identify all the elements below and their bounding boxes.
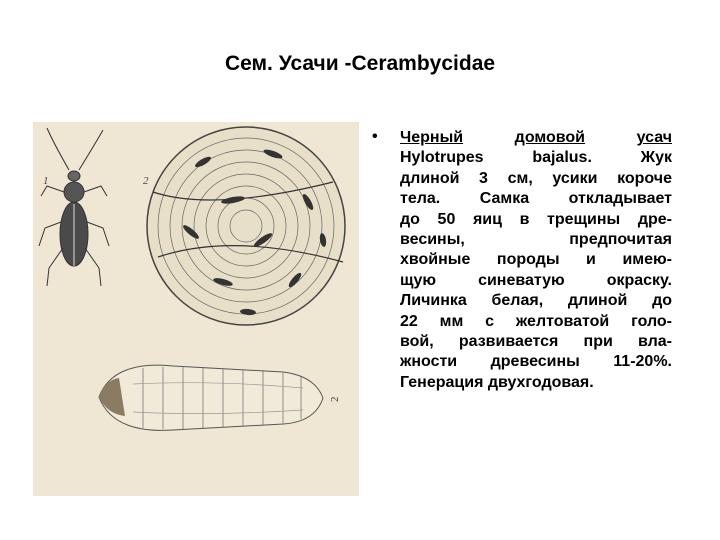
species-name-word-2: домовой (514, 129, 586, 146)
text-line: тела. Самка откладывает (400, 190, 672, 208)
text-line: хвойные породы и имею- (400, 251, 672, 269)
description-paragraph (400, 128, 672, 393)
beetle-illustration (33, 122, 359, 496)
text-line: 22 мм с желтоватой голо- (400, 312, 672, 330)
text-line (400, 128, 672, 148)
text-line: длиной 3 см, усики короче (400, 169, 672, 187)
slide-title: Сем. Усачи -Cerambycidae (224, 52, 496, 75)
text-line: жности древесины 11-20%. (400, 353, 672, 371)
wood-cross-section (147, 127, 345, 325)
text-line: Генерация двухгодовая. (400, 373, 594, 391)
text-line: до 50 яиц в трещины дре- (400, 210, 672, 228)
text-line: Hylotrupes bajalus. Жук (400, 149, 672, 167)
figure-label-1: 1 (43, 175, 49, 187)
text-line: весины, предпочитая (400, 231, 672, 249)
bullet-marker: • (372, 128, 378, 145)
beetle-drawing (39, 128, 109, 286)
description-block (372, 128, 672, 393)
text-line: щую синеватую окраску. (400, 271, 672, 289)
species-name-word-3: усач (636, 129, 672, 146)
text-line: вой, развивается при вла- (400, 333, 672, 351)
text-line: Личинка белая, длиной до (400, 292, 672, 310)
species-name-word-1: Черный (400, 129, 464, 146)
figure-label-2: 2 (143, 175, 149, 187)
larva-drawing (99, 365, 341, 430)
figure-label-larva: 2 (329, 396, 341, 402)
